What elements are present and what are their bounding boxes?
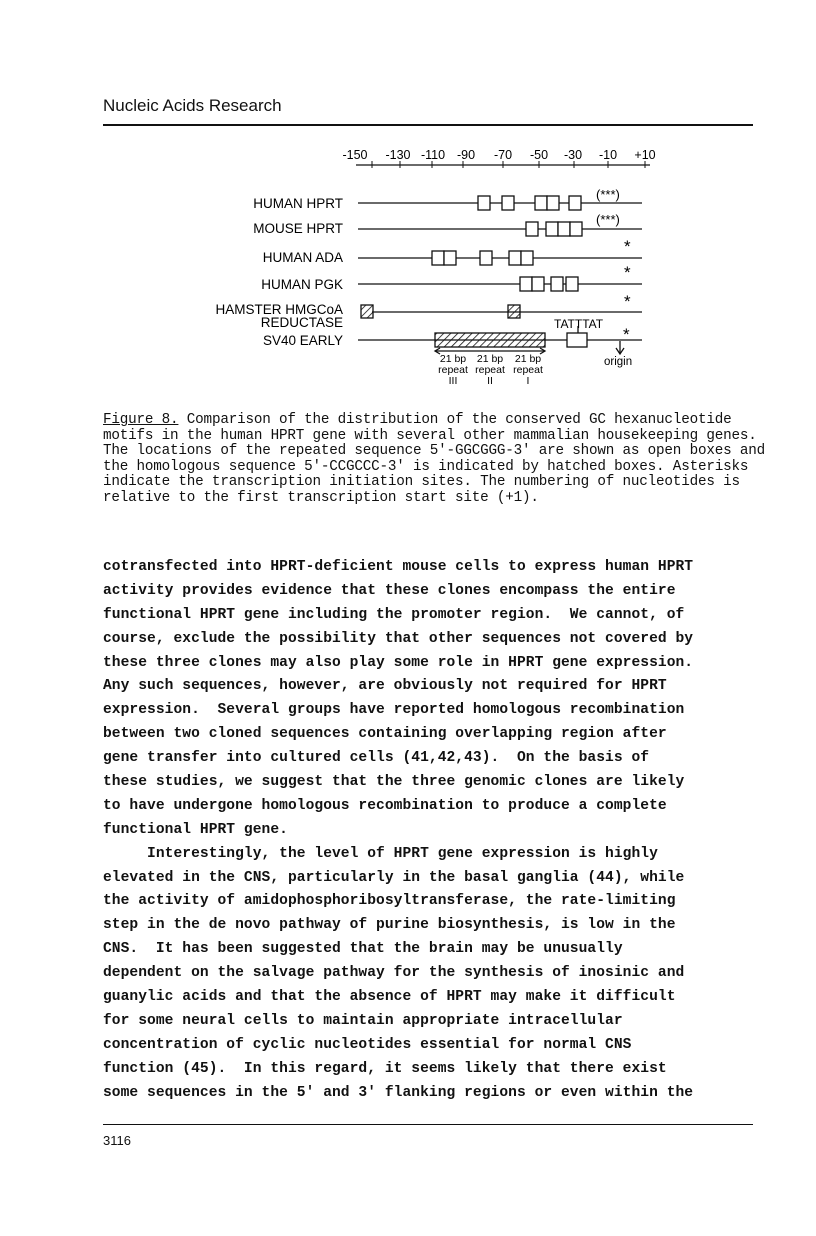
gc-box	[546, 222, 558, 236]
text-line: to have undergone homologous recombination to produce a complete	[103, 797, 667, 814]
tata-box	[567, 333, 587, 347]
figure-label: Figure 8.	[103, 412, 179, 428]
text-line: step in the de novo pathway of purine biosynthesis, is low in the	[103, 917, 676, 934]
text-line: functional HPRT gene.	[103, 821, 288, 838]
transcription-start-marker: (***)	[596, 187, 620, 202]
position-axis	[342, 148, 655, 168]
text-line: some sequences in the 5' and 3' flanking regions or even within the	[103, 1084, 694, 1101]
track-human-ada	[358, 251, 642, 265]
text-line: Any such sequences, however, are obviously not required for HPRT	[103, 678, 667, 695]
transcription-start-marker: *	[623, 325, 630, 344]
text-line: course, exclude the possibility that other sequences not covered by	[103, 630, 694, 647]
body-text	[103, 556, 763, 1105]
gene-label-human-hprt: HUMAN HPRT	[253, 196, 343, 211]
gene-label-hamster-hmgcoa: HAMSTER HMGCoA	[215, 302, 343, 317]
text-line: functional HPRT gene including the promoter region. We cannot, of	[103, 606, 685, 623]
repeat-iii-label: repeat	[438, 364, 468, 376]
hatched-repeat-block	[435, 333, 545, 347]
gene-label-mouse-hprt: MOUSE HPRT	[253, 221, 343, 236]
axis-tick-label: -70	[493, 148, 513, 162]
journal-title: Nucleic Acids Research	[103, 96, 282, 115]
repeat-i-label: I	[526, 375, 530, 387]
gc-box	[480, 251, 492, 265]
gc-box	[432, 251, 444, 265]
gc-box	[502, 196, 514, 210]
gc-box	[521, 251, 533, 265]
gene-label-human-ada: HUMAN ADA	[262, 250, 343, 265]
text-line: the activity of amidophosphoribosyltransferase, the rate-limiting	[103, 893, 676, 910]
gc-box	[532, 277, 544, 291]
gc-box	[566, 277, 578, 291]
text-line: gene transfer into cultured cells (41,42,43). On the basis of	[103, 750, 650, 767]
text-line: cotransfected into HPRT-deficient mouse cells to express human HPRT	[103, 559, 694, 575]
axis-tick-label: -30	[563, 148, 583, 162]
transcription-start-marker: *	[624, 292, 631, 311]
axis-tick-label: -10	[598, 148, 618, 162]
gc-box	[509, 251, 521, 265]
gc-box	[570, 222, 582, 236]
text-line: activity provides evidence that these clones encompass the entire	[103, 582, 676, 599]
text-line: guanylic acids and that the absence of HPRT may make it difficult	[103, 989, 676, 1006]
gc-box	[551, 277, 563, 291]
axis-tick-label: -90	[456, 148, 476, 162]
header-rule	[103, 124, 753, 126]
figure-8	[0, 140, 816, 405]
gc-box	[569, 196, 581, 210]
text-line: Interestingly, the level of HPRT gene expression is highly	[103, 845, 658, 862]
caption-text: Comparison of the distribution of the conserved GC hexanucleotide motifs in the human HPRT gene with several other mammalian housekeeping genes. The locations of the repeated sequence 5'-GGCGGG-3' are shown as open boxes and the homologous sequence 5'-CCGCCC-3' is indicated by hatched boxes. Asterisks indicate the transcription initiation sites. The numbering of nucleotides is relative to the first transcription start site (+1).	[103, 412, 765, 506]
text-line: CNS. It has been suggested that the brain may be unusually	[103, 941, 623, 958]
text-line: these studies, we suggest that the three genomic clones are likely	[103, 774, 685, 791]
footer-rule	[103, 1124, 753, 1125]
repeat-i-label: repeat	[513, 364, 543, 376]
transcription-start-marker: *	[624, 237, 631, 256]
hatched-box	[361, 305, 373, 318]
repeat-iii-label: III	[448, 375, 458, 387]
text-line: for some neural cells to maintain appropriate intracellular	[103, 1012, 623, 1029]
text-line: function (45). In this regard, it seems likely that there exist	[103, 1060, 667, 1077]
promoter-diagram	[0, 140, 816, 400]
transcription-start-marker: (***)	[596, 212, 620, 227]
text-line: elevated in the CNS, particularly in the basal ganglia (44), while	[103, 869, 685, 886]
axis-tick-label: +10	[634, 148, 656, 162]
tatttat-label: TATTTAT	[554, 317, 604, 331]
gc-box	[444, 251, 456, 265]
gene-label-reductase: REDUCTASE	[260, 315, 343, 330]
text-line: these three clones may also play some role in HPRT gene expression.	[103, 654, 694, 671]
axis-tick-label: -130	[385, 148, 411, 162]
repeat-ii-label: II	[487, 375, 493, 387]
origin-label: origin	[604, 356, 633, 368]
axis-tick-label: -110	[420, 148, 446, 162]
gc-box	[520, 277, 532, 291]
gene-label-sv40-early: SV40 EARLY	[262, 333, 343, 348]
hatched-box	[508, 305, 520, 318]
gc-box	[547, 196, 559, 210]
axis-tick-label: -50	[529, 148, 549, 162]
text-line: concentration of cyclic nucleotides essential for normal CNS	[103, 1036, 632, 1053]
gc-box	[535, 196, 547, 210]
transcription-start-marker: *	[624, 263, 631, 282]
axis-tick-label: -150	[342, 148, 368, 162]
gc-box	[558, 222, 570, 236]
gc-box	[526, 222, 538, 236]
repeat-i-label: 21 bp	[514, 353, 542, 365]
repeat-ii-label: 21 bp	[476, 353, 504, 365]
text-line: dependent on the salvage pathway for the synthesis of inosinic and	[103, 965, 685, 982]
text-line: between two cloned sequences containing overlapping region after	[103, 726, 667, 743]
gene-label-human-pgk: HUMAN PGK	[261, 277, 343, 292]
text-line: expression. Several groups have reported homologous recombination	[103, 702, 685, 719]
repeat-iii-label: 21 bp	[439, 353, 467, 365]
gc-box	[478, 196, 490, 210]
page-number: 3116	[103, 1133, 131, 1148]
figure-caption	[103, 413, 773, 506]
track-human-pgk	[358, 277, 642, 291]
repeat-ii-label: repeat	[475, 364, 505, 376]
